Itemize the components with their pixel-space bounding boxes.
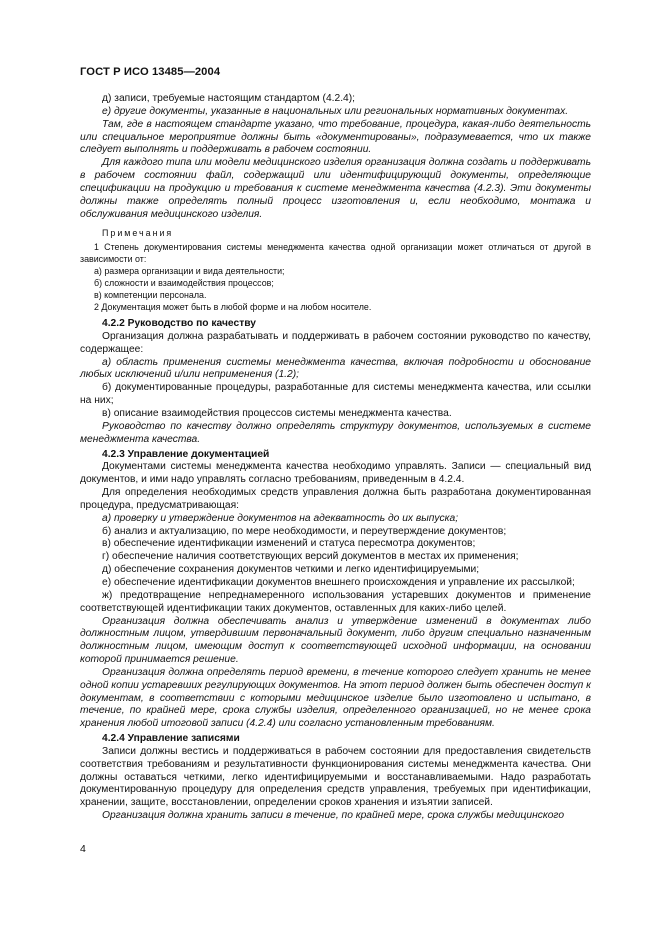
paragraph: Организация должна обеспечивать анализ и утверждение изменений в документах либо должностным лицом, утвердившим первоначальный документ, либо другим специально назначенным должностным лицом, имеющим доступ к соответствующей исходной информации, на основании которой принимается решение.	[80, 615, 591, 666]
paragraph: Документами системы менеджмента качества необходимо управлять. Записи — специальный вид документов, и ими надо управлять согласно требованиям, приведенным в 4.2.4.	[80, 461, 591, 486]
list-item: б) документированные процедуры, разработанные для системы менеджмента качества, или ссылки на них;	[80, 382, 591, 407]
note-item: 1 Степень документирования системы менеджмента качества одной организации может отличаться от другой в зависимости от:	[80, 241, 591, 264]
section-heading: 4.2.3 Управление документацией	[102, 448, 270, 460]
section-4-2-2	[80, 318, 591, 446]
note-item: а) размера организации и вида деятельности;	[94, 265, 285, 276]
intro-block	[80, 93, 591, 221]
document-header: ГОСТ Р ИСО 13485—2004	[80, 66, 221, 78]
list-item: д) обеспечение сохранения документов четкими и легко идентифицируемыми;	[102, 564, 480, 576]
notes-title: Примечания	[102, 228, 174, 239]
note-item: б) сложности и взаимодействия процессов;	[94, 277, 274, 288]
list-item: а) область применения системы менеджмента качества, включая подробности и обоснование любых исключений и/или неприменения (1.2);	[80, 356, 591, 381]
page-number: 4	[80, 843, 86, 855]
list-item: в) описание взаимодействия процессов системы менеджмента качества.	[102, 408, 452, 419]
section-heading: 4.2.2 Руководство по качеству	[102, 318, 256, 330]
paragraph: Руководство по качеству должно определять структуру документов, используемых в системе менеджмента качества.	[80, 420, 591, 445]
paragraph: Организация должна разрабатывать и поддерживать в рабочем состоянии руководство по качеству, содержащее:	[80, 330, 591, 355]
note-item: 2 Документация может быть в любой форме и на любом носителе.	[94, 302, 372, 312]
list-item-e: е) другие документы, указанные в национальных или региональных нормативных документах.	[102, 105, 569, 117]
section-4-2-4	[80, 733, 591, 823]
document-body	[80, 93, 591, 823]
list-item-d: д) записи, требуемые настоящим стандартом (4.2.4);	[102, 93, 356, 104]
paragraph: Записи должны вестись и поддерживаться в рабочем состоянии для предоставления свидетельств соответствия требованиям и результативности функционирования системы менеджмента качества. Они должны оставаться четкими, легко идентифицируемыми и восстанавливаемыми. Надо разработать документированную процедуру для определения средств управления, требуемых при идентификации, хранении, защите, восстановлении, определении сроков хранения и изъятии записей.	[80, 745, 591, 809]
notes-block	[80, 227, 591, 313]
list-item: е) обеспечение идентификации документов внешнего происхождения и управление их рассылкой;	[102, 576, 575, 588]
documented-definition-paragraph: Там, где в настоящем стандарте указано, что требование, процедура, какая-либо деятельность или специальное мероприятие должны быть «документированы», подразумевается, что их также следует выполнять и поддерживать в рабочем состоянии.	[80, 118, 591, 156]
list-item: б) анализ и актуализацию, по мере необходимости, и переутверждение документов;	[102, 525, 507, 537]
list-item: ж) предотвращение непреднамеренного использования устаревших документов и применение соответствующей идентификации таких документов, оставленных для каких-либо целей.	[80, 589, 591, 614]
section-4-2-3	[80, 449, 591, 732]
list-item: а) проверку и утверждение документов на адекватность до их выпуска;	[102, 512, 459, 524]
note-item: в) компетенции персонала.	[94, 289, 207, 300]
section-heading: 4.2.4 Управление записями	[102, 733, 240, 745]
paragraph: Организация должна хранить записи в течение, по крайней мере, срока службы медицинского	[102, 810, 565, 822]
paragraph: Для определения необходимых средств управления должна быть разработана документированная процедура, предусматривающая:	[80, 487, 591, 511]
list-item: в) обеспечение идентификации изменений и статуса пересмотра документов;	[102, 538, 476, 550]
list-item: г) обеспечение наличия соответствующих версий документов в местах их применения;	[102, 551, 519, 563]
paragraph: Организация должна определять период времени, в течение которого следует хранить не менее одной копии устаревших регулирующих документов. На этот период должен быть обеспечен доступ к документам, в соответствии с которыми медицинское изделие было изготовлено и испытано, в течение, по крайней мере, срока службы изделия, определенного организацией, но не менее срока хранения любой итоговой записи (4.2.4) или согласно установленным требованиям.	[80, 666, 591, 730]
device-file-paragraph: Для каждого типа или модели медицинского изделия организация должна создать и поддерживать в рабочем состоянии файл, содержащий или идентифицирующий документы, определяющие спецификации на продукцию и требования к системе менеджмента качества (4.2.3). Эти документы должны также определять полный процесс изготовления и, если необходимо, монтажа и обслуживания медицинского изделия.	[80, 157, 591, 220]
